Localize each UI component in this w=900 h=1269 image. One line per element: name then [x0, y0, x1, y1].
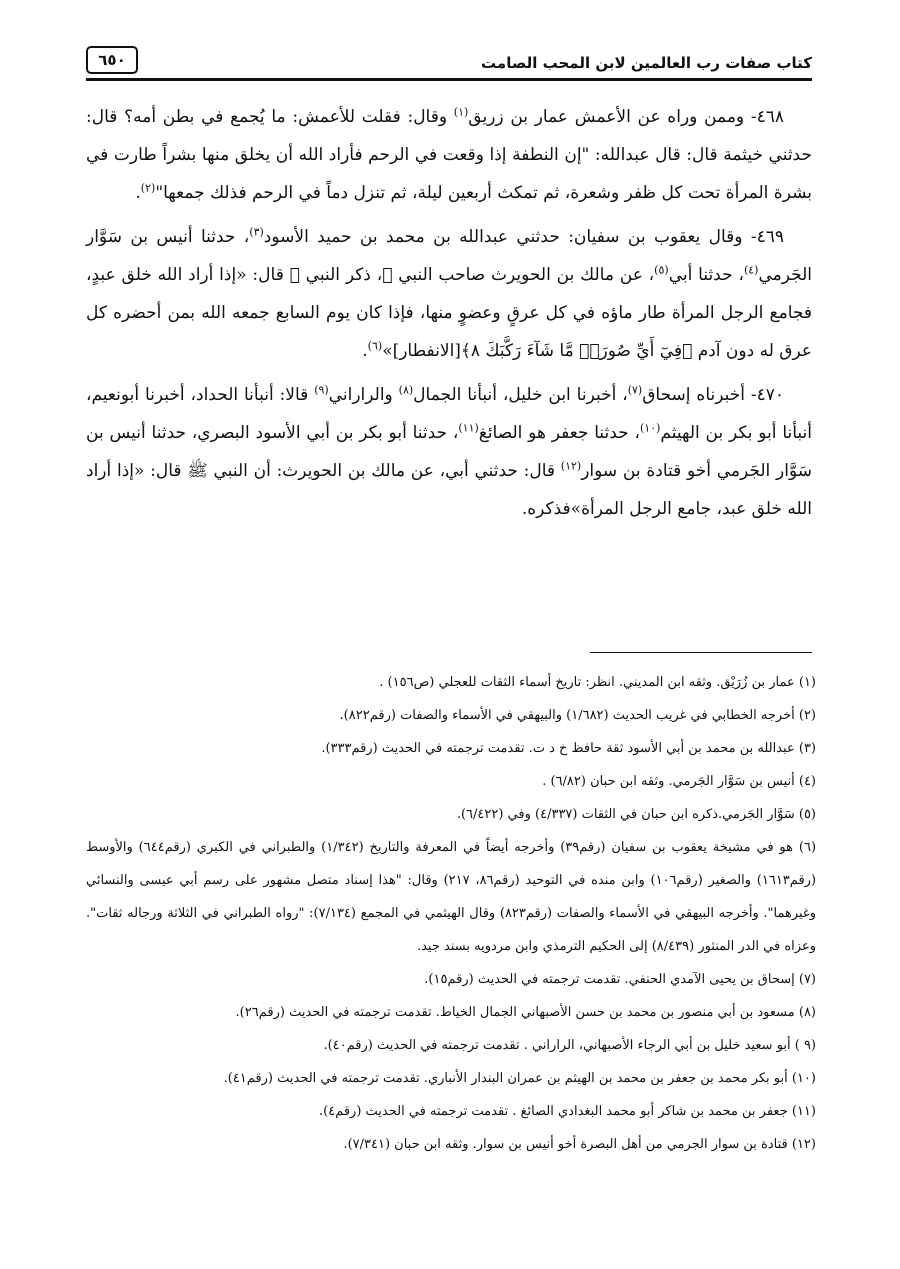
running-title: كتاب صفات رب العالمين لابن المحب الصامت — [481, 54, 812, 72]
text-run: ، أخبرنا ابن خليل، أنبأنا الجمال — [413, 385, 628, 405]
text-run: . — [135, 183, 141, 203]
footnote-ref[interactable]: (٧) — [627, 383, 643, 397]
text-run: ٤٦٩- وقال يعقوب بن سفيان: حدثني عبدالله بن محمد بن حميد الأسود — [263, 227, 784, 247]
footnote-ref[interactable]: (٥) — [654, 263, 669, 277]
footnote-8: (٨) مسعود بن أبي منصور بن محمد بن حسن الأصبهاني الجمال الخياط. تقدمت ترجمته في الحديث (رقم٢٦). — [235, 1005, 816, 1020]
footnote-ref[interactable]: (٢) — [140, 181, 156, 195]
footnote-ref[interactable]: (١) — [453, 105, 469, 119]
footnote-5: (٥) سَوَّار الجَرمي.ذكره ابن حبان في الثقات (٤/٣٣٧) وفي (٦/٤٢٢). — [456, 807, 816, 822]
footnote-ref[interactable]: (٤) — [743, 263, 759, 277]
text-run: ، عن مالك بن الحويرث صاحب النبي ﷺ، ذكر النبي ﷺ قال: «إذا أراد الله خلق عبدٍ، فجامع الرجل المرأة طار ماؤه في كل عرقٍ وعضوٍ منها، فإذا كان يوم السابع جمعه الله بمن أحضره كل عرق له دون آدم ﴿فِيٓ أَيِّ صُورَةٖ مَّا شَآءَ رَكَّبَكَ ٨﴾[الانفطار]» — [86, 265, 812, 361]
footnote-ref[interactable]: (٩) — [314, 383, 329, 397]
footnote-12: (١٢) قتادة بن سوار الجرمي من أهل البصرة أخو أنيس بن سوار. وثقه ابن حبان (٧/٣٤١). — [343, 1137, 816, 1152]
footnote-1: (١) عمار بن زُرَيْق. وثقه ابن المديني. انظر: تاريخ أسماء الثقات للعجلي (ص١٥٦) . — [379, 675, 816, 690]
text-run: قالا: أنبأنا الحداد، أخبرنا أبونعيم، أنبأنا أبو بكر بن الهيثم — [86, 385, 812, 443]
main-text — [86, 98, 812, 534]
text-run: ٤٦٨- وممن وراه عن الأعمش عمار بن زريق — [468, 107, 784, 127]
footnote-ref[interactable]: (٨) — [398, 383, 414, 397]
footnote-7: (٧) إسحاق بن يحيى الآمدي الحنفي. تقدمت ترجمته في الحديث (رقم١٥). — [424, 972, 816, 987]
text-run: ، حدثنا أنيس بن سَوَّار الجَرمي — [86, 227, 812, 285]
footnote-3: (٣) عبدالله بن محمد بن أبي الأسود ثقة حافظ خ د ت. تقدمت ترجمته في الحديث (رقم٣٣٣). — [321, 741, 816, 756]
page-header — [86, 40, 812, 80]
paragraph-469 — [86, 218, 812, 370]
header-rule — [86, 78, 812, 81]
footnote-4: (٤) أنيس بن سَوَّار الجَرمي. وثقه ابن حبان (٦/٨٢) . — [542, 774, 816, 789]
text-run: والراراني — [328, 385, 399, 405]
text-run: وقال: فقلت للأعمش: ما يُجمع في بطن أمه؟ قال: حدثني خيثمة قال: قال عبدالله: "إن النطفة إذا وقعت في الرحم فأراد الله أن يخلق منها بشراً طارت في بشرة المرأة تحت كل ظفر وشعرة، ثم تمكث أربعين ليلة، ثم تنزل دماً في الرحم فذلك جمعها" — [86, 107, 812, 203]
footnote-ref[interactable]: (١٢) — [560, 459, 582, 473]
footnote-11: (١١) جعفر بن محمد بن شاكر أبو محمد البغدادي الصائغ . تقدمت ترجمته في الحديث (رقم٤). — [318, 1104, 816, 1119]
footnote-ref[interactable]: (٣) — [249, 225, 264, 239]
text-run: ، حدثنا جعفر هو الصائغ — [478, 423, 640, 443]
footnote-separator — [590, 652, 812, 653]
text-run: ، حدثنا أبو بكر بن أبي الأسود البصري، حدثنا أنيس بن سَوَّار الجَرمي أخو قتادة بن سوار — [86, 423, 812, 481]
text-run: قال: حدثني أبي، عن مالك بن الحويرث: أن النبي ﷺ قال: «إذا أراد الله خلق عبد، جامع الرجل المرأة»فذكره. — [86, 461, 812, 519]
paragraph-470 — [86, 376, 812, 528]
page-number: ٦٥٠ — [86, 46, 138, 74]
text-run: ٤٧٠- أخبرناه إسحاق — [642, 385, 785, 405]
footnote-6: (٦) هو في مشيخة يعقوب بن سفيان (رقم٣٩) وأخرجه أيضاً في المعرفة والتاريخ (١/٣٤٢) والطبراني في الكبري (رقم٦٤٤) والأوسط (رقم١٦١٣) والصغير (رقم١٠٦) وابن منده في التوحيد (رقم٨٦، ٢١٧) وقال: "هذا إسناد متصل مشهور على رسم أبي عيسى والنسائي وغيرهما". وأخرجه البيهقي في الأسماء والصفات (رقم٨٢٣) وقال الهيثمي في المجمع (٧/١٣٤): "رواه الطبراني في الثلاثة ورجاله ثقات". وعزاه في الدر المنثور (٨/٤٣٩) إلى الحكيم الترمذي وابن مردويه بسند جيد. — [86, 840, 817, 954]
footnote-2: (٢) أخرجه الخطابي في غريب الحديث (١/٦٨٢) والبيهقي في الأسماء والصفات (رقم٨٢٢). — [339, 708, 816, 723]
footnote-ref[interactable]: (١٠) — [639, 421, 661, 435]
paragraph-468 — [86, 98, 812, 212]
footnote-ref[interactable]: (١١) — [458, 421, 479, 435]
text-run: . — [362, 341, 368, 361]
footnotes — [86, 666, 816, 1161]
footnote-9: (٩ ) أبو سعيد خليل بن أبي الرجاء الأصبهاني، الراراني . تقدمت ترجمته في الحديث (رقم٤٠). — [323, 1038, 816, 1053]
footnote-10: (١٠) أبو بكر محمد بن جعفر بن محمد بن الهيثم بن عمران البندار الأنباري. تقدمت ترجمته في الحديث (رقم٤١). — [223, 1071, 816, 1086]
text-run: ، حدثنا أبي — [668, 265, 744, 285]
footnote-ref[interactable]: (٦) — [367, 339, 383, 353]
